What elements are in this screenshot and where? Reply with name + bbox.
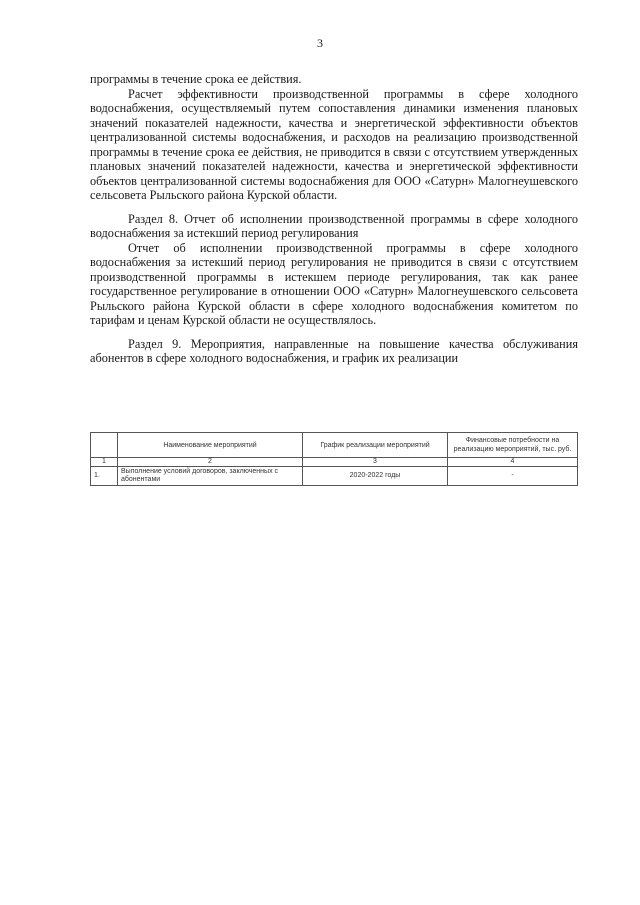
header-finance: Финансовые потребности на реализацию мероприятий, тыс. руб. xyxy=(448,433,578,458)
header-measure-name: Наименование мероприятий xyxy=(118,433,303,458)
column-number: 1 xyxy=(91,458,118,467)
row-measure-name: Выполнение условий договоров, заключенных с абонентами xyxy=(118,467,303,486)
table-header-row xyxy=(91,433,578,458)
paragraph-continuation: программы в течение срока ее действия. xyxy=(90,72,302,86)
paragraph-efficiency-calculation: Расчет эффективности производственной программы в сфере холодного водоснабжения, осуществляемый путем сопоставления динамики изменения плановых значений показателей надежности, качества и энергетической эффективности объектов централизованной системы водоснабжения, и расходов на реализацию производственной программы в течение срока ее действия, не приводится в связи с отсутствием утвержденных плановых значений показателей надежности, качества и энергетической эффективности объектов централизованной системы водоснабжения для ООО «Сатурн» Малогнеушевского сельсовета Рыльского района Курской области. xyxy=(90,86,578,202)
header-schedule: График реализации мероприятий xyxy=(303,433,448,458)
column-numbers-row xyxy=(91,458,578,467)
body-text xyxy=(90,72,578,366)
row-number: 1. xyxy=(91,467,118,486)
page-number: 3 xyxy=(317,36,323,50)
table-row xyxy=(91,467,578,486)
column-number: 3 xyxy=(303,458,448,467)
header-number xyxy=(91,433,118,458)
paragraph-execution-report: Отчет об исполнении производственной программы в сфере холодного водоснабжения за истекший период регулирования не приводится в связи с отсутствием производственной программы в истекшем периоде регулирования, так как ранее государственное регулирование в отношении ООО «Сатурн» Малогнеушевского сельсовета Рыльского района Курской области в сфере холодного водоснабжения комитетом по тарифам и ценам Курской области не осуществлялось. xyxy=(90,240,578,327)
section-9-heading: Раздел 9. Мероприятия, направленные на повышение качества обслуживания абонентов в сфере холодного водоснабжения, и график их реализации xyxy=(90,336,578,365)
section-8-heading: Раздел 8. Отчет об исполнении производственной программы в сфере холодного водоснабжения за истекший период регулирования xyxy=(90,211,578,240)
column-number: 2 xyxy=(118,458,303,467)
row-finance: - xyxy=(448,467,578,486)
column-number: 4 xyxy=(448,458,578,467)
measures-table xyxy=(90,432,578,486)
row-schedule: 2020-2022 годы xyxy=(303,467,448,486)
